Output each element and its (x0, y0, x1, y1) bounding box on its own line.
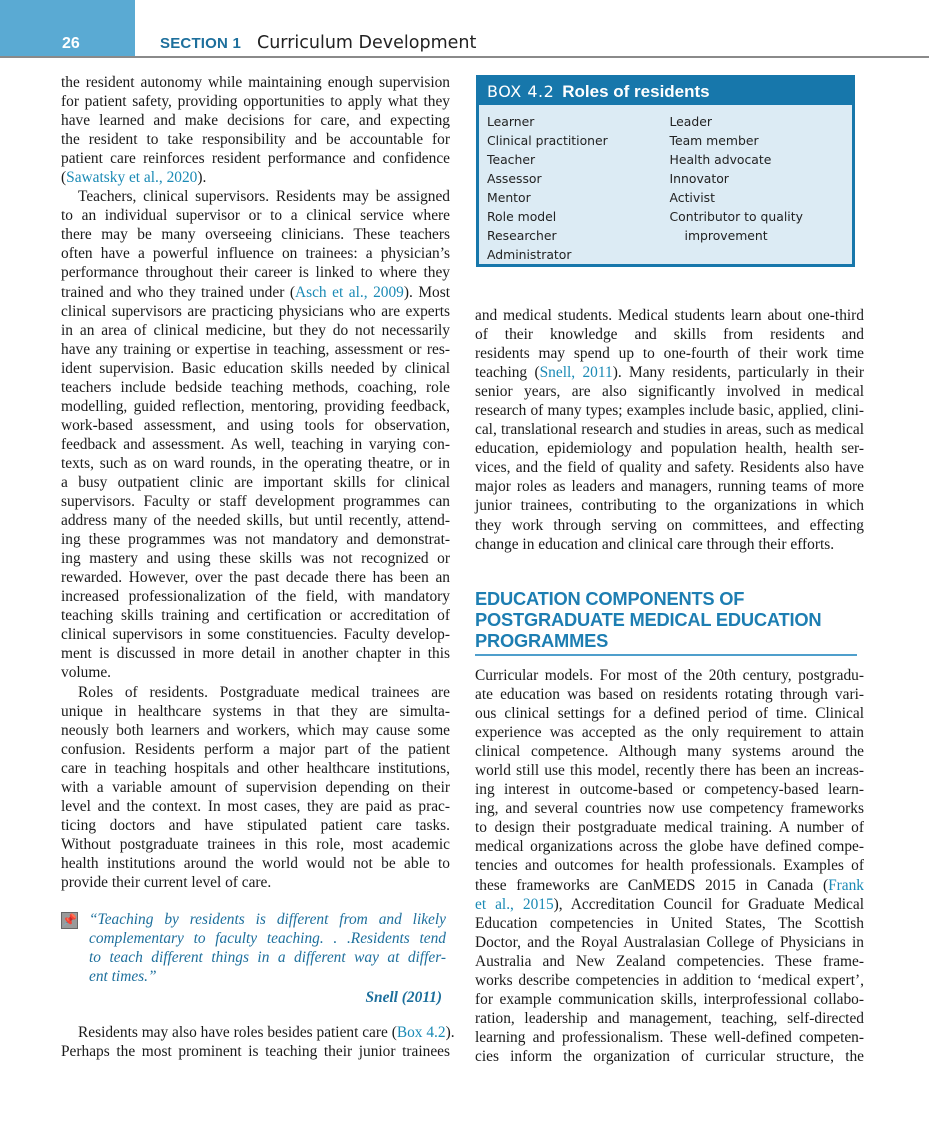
box-list-item-continuation: improvement (684, 228, 768, 243)
paragraph-autonomy (61, 73, 450, 187)
text-line: junior trainees, contributing to the organizations in which (475, 497, 864, 515)
text-line: ticing doctors and have stipulated patient care tasks. (61, 816, 450, 834)
box-list-item: Researcher (487, 228, 557, 243)
text-line: level and the context. In most cases, they are paid as prac- (61, 797, 450, 815)
text-line (61, 1023, 455, 1042)
text-line: major roles as leaders and managers, running teams of more (475, 478, 864, 496)
heading-line: EDUCATION COMPONENTS OF (475, 588, 745, 609)
citation-link[interactable]: Sawatsky et al., 2020 (66, 169, 198, 187)
heading-line: PROGRAMMES (475, 630, 609, 651)
text-line: to an individual supervisor or to a clinical service where (61, 207, 450, 225)
text-line: address many of the needed skills, but until recently, attend- (61, 512, 450, 530)
text-line: increased professionalization of the field, with mandatory (61, 588, 450, 606)
quote-text (89, 910, 446, 986)
text-line: Doctor, and the Royal Australasian College of Physicians in (475, 933, 864, 951)
text-line: ing mastery and using these skills was not recognized or (61, 550, 450, 568)
box-list-item: Clinical practitioner (487, 133, 608, 148)
text: trained and who they trained under ( (61, 283, 295, 301)
box-list-item: Mentor (487, 190, 531, 205)
text-line: the resident autonomy while maintaining enough supervision (61, 74, 450, 91)
header-divider (0, 56, 929, 58)
box-roles-of-residents (476, 75, 855, 267)
quote-line: “Teaching by residents is different from and likely (89, 911, 446, 928)
box-list-item: Innovator (669, 171, 729, 186)
section-label: SECTION 1 (160, 35, 241, 52)
text-line: neously both learners and workers, which may cause some (61, 721, 450, 739)
text-line (475, 876, 864, 895)
text-line: ing interest in outcome-based or competency-based learn- (475, 781, 864, 799)
text-line: research of many types; examples include basic, applied, clini- (475, 402, 864, 420)
text-line: often have a powerful influence on trainees: a physician’s (61, 245, 450, 263)
text-line: supervisors. Faculty or staff development programmes can (61, 493, 450, 511)
text-line: vices, and the field of quality and safety. Residents also have (475, 459, 864, 477)
text-line: patient care reinforces resident performance and confidence (61, 150, 450, 168)
text-line: and medical students. Medical students learn about one-third (475, 307, 864, 324)
text-line: change in education and clinical care through their efforts. (475, 535, 835, 553)
text-line: there may be many overseeing clinicians. These teachers (61, 226, 450, 244)
text-line: ing, and several countries now use competency frameworks (475, 800, 864, 818)
text-line (61, 283, 450, 302)
box-header (479, 78, 852, 105)
quote-line: complementary to faculty teaching. . .Residents tend (89, 930, 446, 947)
text-line: volume. (61, 664, 112, 682)
box-list-item: Administrator (487, 247, 572, 262)
text-line: care in teaching hospitals and other healthcare institutions, (61, 759, 450, 777)
text-line: experience was accepted as the only requirement to attain (475, 724, 864, 742)
text: ). (445, 1024, 455, 1041)
text: ). (197, 169, 207, 187)
text: these frameworks are CanMEDS 2015 in Canada ( (475, 876, 829, 894)
text-line: works describe competencies in addition to ‘medical expert’, (475, 971, 864, 989)
paragraph-other-roles (61, 1023, 455, 1061)
text-line: clinical competence. Although many systems around the (475, 743, 864, 761)
box-list-item: Leader (669, 114, 712, 129)
box-list-right (670, 112, 853, 264)
box-list-item: Team member (669, 133, 759, 148)
citation-link[interactable]: Snell, 2011 (539, 364, 613, 382)
text-line: ident supervision. Basic education skills needed by clinical (61, 359, 450, 377)
text: ). Many residents, particularly in their (612, 364, 865, 382)
text-line: feedback and assessment. As well, teaching in varying con- (61, 435, 450, 453)
text-line: Roles of residents. Postgraduate medical trainees are (78, 683, 450, 701)
text-line: for patient safety, providing opportunities to apply what they (61, 93, 450, 111)
text-line: cies inform the organization of curricular structure, the (475, 1047, 864, 1065)
heading-line: POSTGRADUATE MEDICAL EDUCATION (475, 609, 822, 630)
paragraph-teaching-research (475, 306, 864, 554)
text-line: teachers include bedside teaching methods, coaching, role (61, 378, 450, 396)
section-title: Curriculum Development (257, 33, 477, 53)
text-line: ration, leadership and management, teaching, self-directed (475, 1009, 864, 1027)
pushpin-icon: 📌 (62, 913, 77, 927)
quote-attribution: Snell (2011) (365, 989, 442, 1006)
text-line: Curricular models. For most of the 20th century, postgradu- (475, 667, 864, 684)
text: ( (61, 169, 67, 187)
box-list-item: Activist (669, 190, 715, 205)
paragraph-curricular-models (475, 666, 864, 1066)
box-list-item: Health advocate (669, 152, 772, 167)
text-line: unique in healthcare systems in that they are simulta- (61, 702, 450, 720)
text-line: learning and professionalism. These well-defined competen- (475, 1028, 864, 1046)
citation-link[interactable]: Frank (828, 876, 864, 894)
left-column (61, 73, 450, 892)
text-line: confusion. Residents perform a major part of the patient (61, 740, 450, 758)
section-heading (475, 588, 860, 651)
text-line: for example communication skills, interprofessional collabo- (475, 990, 864, 1008)
box-title: Roles of residents (562, 81, 710, 101)
text: Residents may also have roles besides patient care ( (78, 1024, 397, 1041)
heading-underline (475, 654, 857, 656)
text: teaching ( (475, 364, 540, 382)
text-line: the resident to take responsibility and be accountable for (61, 131, 450, 149)
text-line: Education competencies in United States, The Scottish (475, 914, 864, 932)
text-line: Perhaps the most prominent is teaching their junior trainees (61, 1043, 450, 1061)
text-line: Without postgraduate trainees in this role, most academic (61, 835, 450, 853)
box-content (479, 105, 852, 264)
text-line: ing these programmes was not mandatory and demonstrat- (61, 531, 450, 549)
page-number: 26 (62, 35, 80, 52)
box-list-item: Contributor to quality (669, 209, 803, 224)
citation-link[interactable]: et al., 2015 (475, 895, 554, 913)
box-list-item: Assessor (487, 171, 542, 186)
text-line: tencies and outcomes for health professionals. Examples of (475, 857, 864, 875)
quote-line: ent times.” (89, 968, 157, 985)
text-line: residents may spend up to one-fourth of their work time (475, 345, 864, 363)
text-line: ment is discussed in more detail in another chapter in this (61, 645, 450, 663)
text-line: cal, translational research and studies in areas, such as medical (475, 421, 864, 439)
text-line: they work through serving on committees, and effecting (475, 516, 864, 534)
text-line: education, epidemiology and population health, health ser- (475, 440, 864, 458)
box-list-item: Role model (487, 209, 557, 224)
text-line: clinical supervisors in some constituencies. Faculty develop- (61, 626, 450, 644)
box-number: BOX 4.2 (487, 82, 555, 101)
text-line: health institutions around the world would not be able to (61, 854, 450, 872)
text-line: provide their current level of care. (61, 873, 272, 891)
text-line: performance throughout their career is linked to where they (61, 264, 450, 282)
text-line: teaching skills training and certification or accreditation of (61, 607, 450, 625)
text-line (61, 168, 450, 187)
text-line: to design their postgraduate medical training. A number of (475, 819, 864, 837)
text-line: medical organizations across the globe have defined compe- (475, 838, 864, 856)
box-reference-link[interactable]: Box 4.2 (396, 1024, 446, 1041)
text-line: texts, such as on ward rounds, in the operating theatre, or in (61, 454, 450, 472)
text: ), Accreditation Council for Graduate Medical (553, 895, 864, 913)
box-list-item: Learner (487, 114, 535, 129)
text-line: rewarded. However, over the past decade there has been an (61, 569, 450, 587)
text-line: work-based assessment, and using tools for observation, (61, 416, 450, 434)
citation-link[interactable]: Asch et al., 2009 (294, 283, 404, 301)
text-line (475, 895, 864, 914)
text-line: world still use this model, recently there has been an increas- (475, 762, 864, 780)
text-line: a busy outpatient clinic are important skills for clinical (61, 473, 450, 491)
text-line: ous clinical settings for a defined period of time. Clinical (475, 705, 864, 723)
text-line: of their knowledge and skills from residents and (475, 326, 864, 344)
text-line: clinical supervisors are practicing physicians who are experts (61, 302, 450, 320)
paragraph-teachers (61, 187, 450, 682)
box-list-item: Teacher (487, 152, 536, 167)
text-line: Teachers, clinical supervisors. Residents may be assigned (78, 188, 450, 206)
text-line (475, 363, 864, 382)
text-line: ate education was based on residents rotating through vari- (475, 686, 864, 704)
quote-line: to teach different things in a different way at differ- (89, 949, 446, 966)
text-line: have learned and make decisions for care, and expecting (61, 112, 450, 130)
text-line: senior years, are also significantly involved in medical (475, 383, 864, 401)
text-line: modelling, guided reflection, mentoring, providing feedback, (61, 397, 450, 415)
text-line: Australia and New Zealand competencies. These frame- (475, 952, 864, 970)
text-line: with a variable amount of supervision depending on their (61, 778, 450, 796)
text-line: have any training or expertise in teaching, assessment or res- (61, 340, 450, 358)
paragraph-roles (61, 683, 450, 893)
text: ). Most (403, 283, 450, 301)
text-line: in an area of clinical medicine, but they do not necessarily (61, 321, 450, 339)
box-list-left (487, 112, 670, 264)
